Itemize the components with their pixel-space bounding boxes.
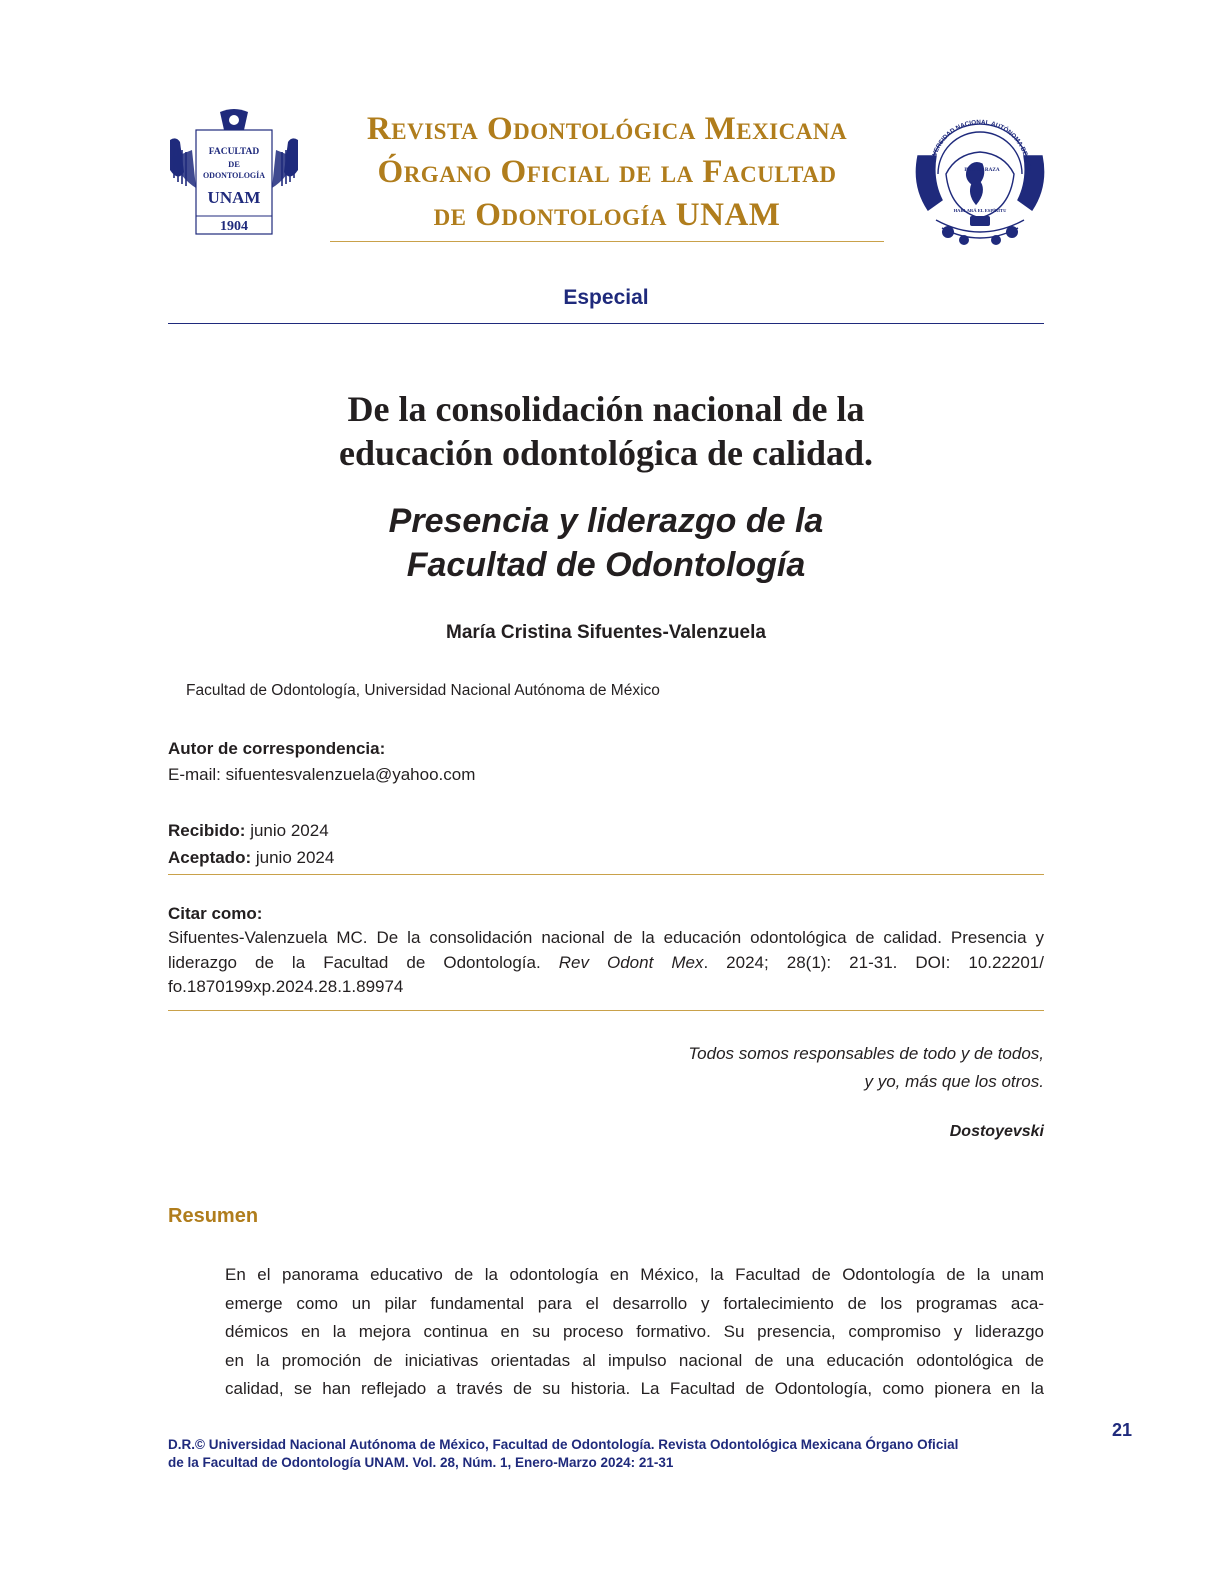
author-name: María Cristina Sifuentes-Valenzuela [446,622,766,643]
citation-journal: Rev Odont Mex [558,952,704,972]
epigraph-quote [560,1040,1044,1096]
author-email-link[interactable]: sifuentesvalenzuela@yahoo.com [225,765,476,784]
abstract-text [225,1261,1044,1404]
unam-seal-logo [912,108,1048,250]
accepted-date: junio 2024 [255,848,335,867]
abstract-line: démicos en la mejora continua en su proceso formativo. Su presencia, compromiso y liderazgo [225,1322,1044,1341]
article-subtitle-line: Facultad de Odontología [406,546,806,584]
resumen-heading: Resumen [168,1205,259,1227]
svg-text:UNAM: UNAM [207,188,261,207]
author-affiliation: Facultad de Odontología, Universidad Nacional Autónoma de México [186,682,660,699]
journal-title-line: Revista Odontológica Mexicana [366,111,848,147]
svg-text:1904: 1904 [220,219,248,234]
unam-seal-icon [912,108,1048,250]
footer-line: de la Facultad de Odontología UNAM. Vol. 28, Núm. 1, Enero-Marzo 2024: 21-31 [168,1455,674,1470]
svg-text:ODONTOLOGÍA: ODONTOLOGÍA [202,171,266,180]
article-title [168,387,1044,475]
article-title-line: educación odontológica de calidad. [338,433,874,473]
citation-label-row [168,901,262,927]
header-divider [330,241,884,242]
accepted-label: Aceptado: [168,848,252,867]
citation-label: Citar como: [168,904,263,923]
abstract-line: en la promoción de iniciativas orientadas al impulso nacional de una educación odontológica de [225,1350,1044,1370]
svg-text:HABLARÁ EL ESPÍRITU: HABLARÁ EL ESPÍRITU [953,208,1007,213]
epigraph-line: y yo, más que los otros. [864,1072,1044,1091]
svg-text:FACULTAD: FACULTAD [208,147,260,157]
section-label: Especial [563,286,649,309]
abstract-line: En el panorama educativo de la odontología en México, la Facultad de Odontología de la unam [225,1265,1044,1284]
citation-text [168,926,1044,1000]
facultad-odontologia-logo [166,108,302,238]
abstract-line: emerge como un pilar fundamental para el desarrollo y fortalecimiento de los programas aca- [225,1293,1044,1313]
page-number: 21 [1112,1420,1133,1440]
dates-divider [168,874,1044,875]
article-subtitle [168,499,1044,587]
epigraph-author: Dostoyevski [949,1123,1044,1140]
journal-title [330,108,884,237]
footer-line: D.R.© Universidad Nacional Autónoma de México, Facultad de Odontología. Revista Odontológica Mexicana Órgano Oficial [168,1437,959,1452]
eagle-emblem-icon [166,108,302,238]
dates-block [168,818,334,871]
article-subtitle-line: Presencia y liderazgo de la [388,502,824,540]
page-footer [168,1436,1044,1472]
email-prefix: E-mail: [168,765,221,784]
citation-divider [168,1010,1044,1011]
journal-title-line: de Odontología UNAM [433,197,781,233]
journal-title-line: Órgano Oficial de la Facultad [377,154,837,190]
citation-text-after: . 2024; 28(1): 21-31. DOI: 10.22201/ fo.1870199xp.2024.28.1.89974 [168,952,1044,996]
epigraph-line: Todos somos responsables de todo y de todos, [688,1044,1044,1063]
received-date: junio 2024 [250,821,329,840]
svg-text:POR MI RAZA: POR MI RAZA [964,167,1000,173]
svg-text:UNIVERSIDAD NACIONAL AUTÓNOMA: UNIVERSIDAD NACIONAL AUTÓNOMA DE MÉX [929,118,1032,172]
abstract-line: calidad, se han reflejado a través de su historia. La Facultad de Odontología, como pionera en la [225,1379,1044,1398]
section-divider [168,323,1044,324]
correspondence-block [168,736,475,788]
received-label: Recibido: [168,821,246,840]
article-title-line: De la consolidación nacional de la [347,389,865,429]
correspondence-label: Autor de correspondencia: [168,739,386,758]
svg-text:DE: DE [228,159,240,169]
citation-text-before: Sifuentes-Valenzuela MC. De la consolidación nacional de la educación odontológica de calidad. Presencia y liderazgo de la Facultad de Odontología. [168,928,1044,972]
